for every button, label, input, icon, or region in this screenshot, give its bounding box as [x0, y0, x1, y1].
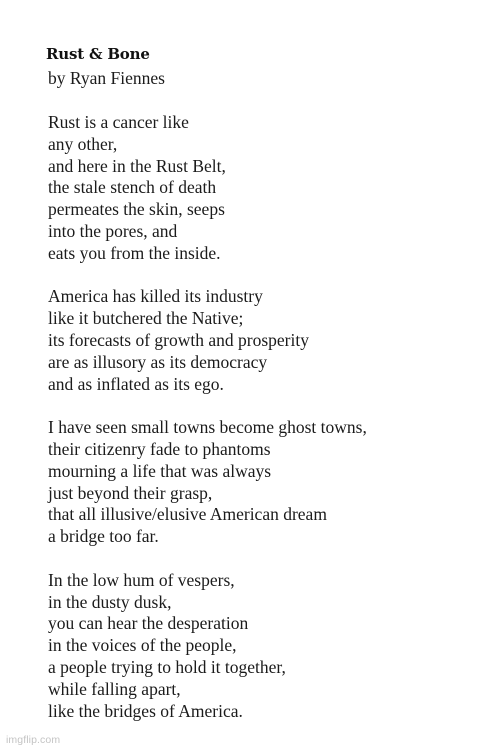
poem-line: that all illusive/elusive American dream: [48, 504, 327, 525]
poem-line: In the low hum of vespers,: [48, 569, 235, 590]
poem-line: eats you from the inside.: [48, 242, 221, 263]
poem-stanza: [48, 286, 367, 395]
poem-line: any other,: [48, 133, 118, 154]
poem-author: by Ryan Fiennes: [48, 68, 165, 88]
poem-line: like the bridges of America.: [48, 700, 243, 721]
poem-line: Rust is a cancer like: [48, 112, 189, 132]
poem-line: I have seen small towns become ghost towns,: [48, 417, 367, 438]
poem-line: and as inflated as its ego.: [48, 373, 224, 394]
poem-stanza: [48, 112, 367, 265]
poem-line: while falling apart,: [48, 678, 181, 699]
poem-line: just beyond their grasp,: [48, 482, 213, 503]
poem-line: mourning a life that was always: [48, 460, 272, 481]
poem-line: America has killed its industry: [48, 286, 263, 307]
poem-line: and here in the Rust Belt,: [48, 155, 226, 176]
poem-line: the stale stench of death: [48, 177, 217, 198]
watermark: imgflip.com: [6, 734, 61, 746]
poem-stanza: [48, 570, 367, 723]
poem-line: are as illusory as its democracy: [48, 351, 268, 372]
poem-line: a people trying to hold it together,: [48, 656, 286, 677]
poem-line: in the dusty dusk,: [48, 591, 172, 612]
poem-line: permeates the skin, seeps: [48, 199, 225, 220]
poem-line: its forecasts of growth and prosperity: [48, 329, 309, 350]
poem-line: into the pores, and: [48, 220, 178, 241]
poem-line: like it butchered the Native;: [48, 308, 244, 329]
poem-line: in the voices of the people,: [48, 635, 237, 656]
poem-stanza: [48, 417, 367, 548]
poem-line: you can hear the desperation: [48, 613, 249, 634]
poem-title: Rust & Bone: [46, 45, 150, 63]
poem-line: a bridge too far.: [48, 526, 159, 547]
poem-body: [48, 112, 367, 722]
poem-line: their citizenry fade to phantoms: [48, 438, 271, 459]
